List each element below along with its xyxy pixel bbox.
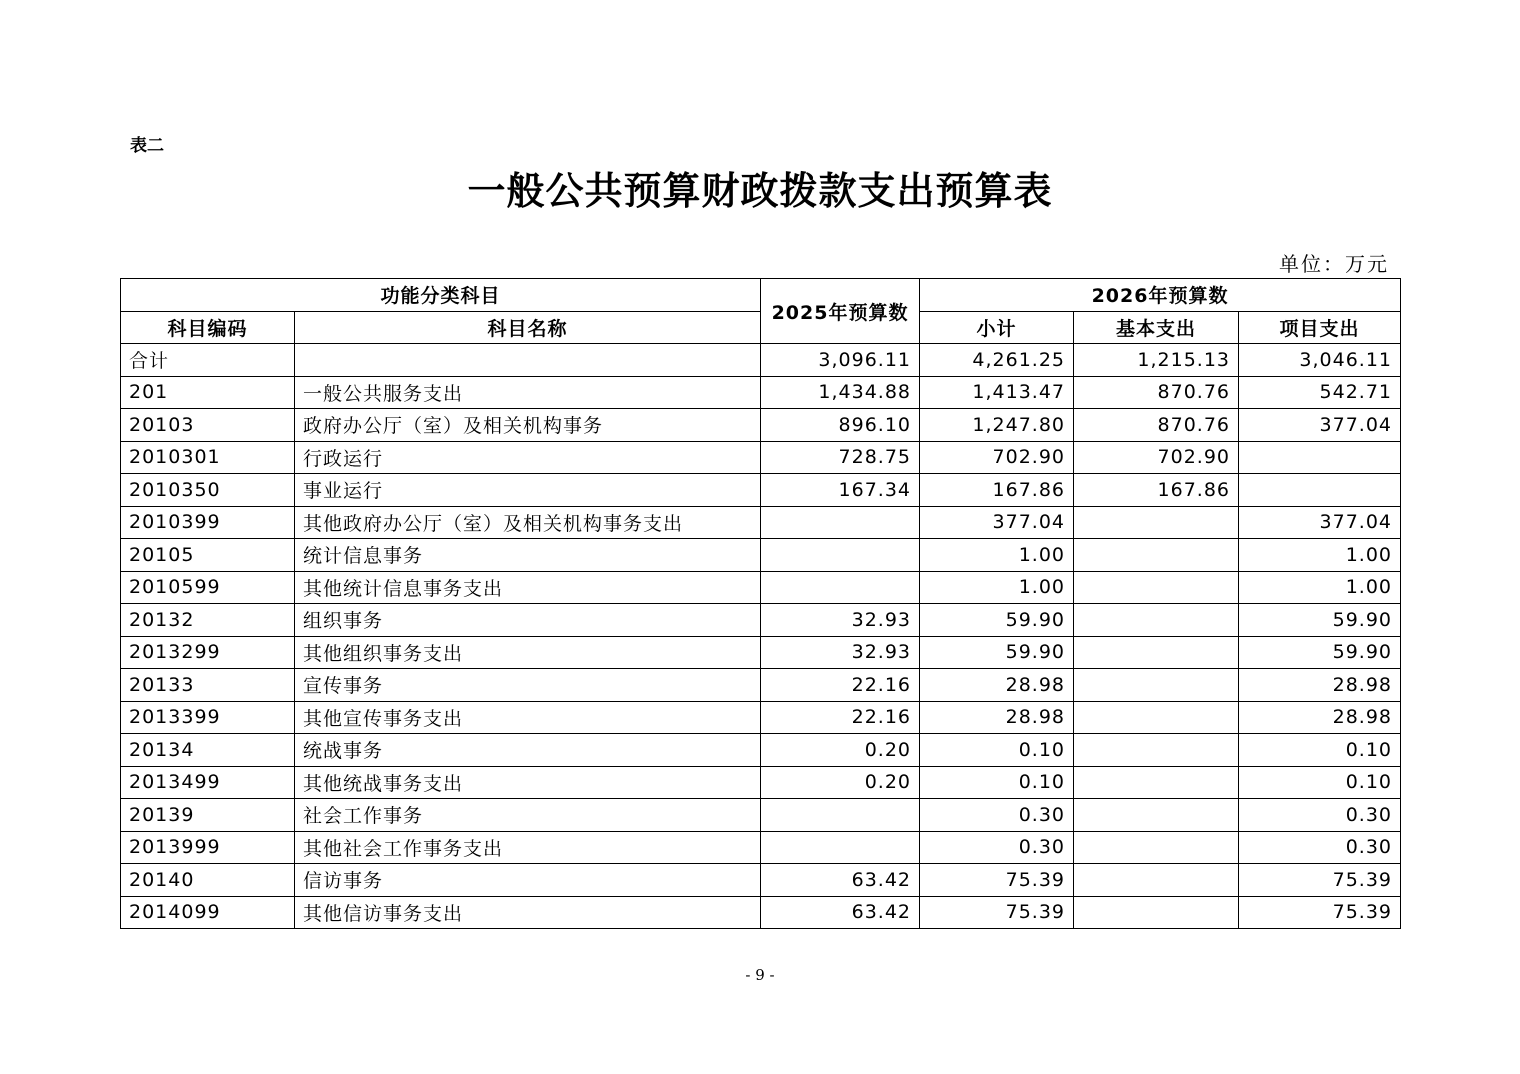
subject-name-cell: 宣传事务: [295, 669, 761, 702]
basic-2026-cell: [1074, 604, 1239, 637]
table-row: [121, 766, 1401, 799]
subject-name-cell: 统战事务: [295, 734, 761, 767]
subject-code-cell: 20105: [121, 539, 295, 572]
project-2026-cell: 1.00: [1239, 571, 1401, 604]
project-2026-cell: 0.10: [1239, 734, 1401, 767]
header-subject-code: 科目编码: [121, 311, 295, 344]
table-row: [121, 669, 1401, 702]
subject-code-cell: 2010301: [121, 441, 295, 474]
subtotal-2026-cell: 1,413.47: [920, 376, 1074, 409]
subject-code-cell: 20132: [121, 604, 295, 637]
table-row: [121, 831, 1401, 864]
project-2026-cell: 3,046.11: [1239, 344, 1401, 377]
subject-name-cell: 政府办公厅（室）及相关机构事务: [295, 409, 761, 442]
subject-code-cell: 2013299: [121, 636, 295, 669]
header-row-1: [121, 279, 1401, 312]
subtotal-2026-cell: 0.30: [920, 799, 1074, 832]
project-2026-cell: 377.04: [1239, 506, 1401, 539]
subject-name-cell: 其他统计信息事务支出: [295, 571, 761, 604]
project-2026-cell: 542.71: [1239, 376, 1401, 409]
basic-2026-cell: [1074, 766, 1239, 799]
table-body: [121, 344, 1401, 929]
subject-name-cell: 其他组织事务支出: [295, 636, 761, 669]
subtotal-2026-cell: 59.90: [920, 636, 1074, 669]
budget-2025-cell: 167.34: [761, 474, 920, 507]
basic-2026-cell: [1074, 571, 1239, 604]
project-2026-cell: 28.98: [1239, 701, 1401, 734]
subject-code-cell: 合计: [121, 344, 295, 377]
table-row: [121, 474, 1401, 507]
page-number: - 9 -: [745, 966, 775, 984]
subtotal-2026-cell: 0.10: [920, 766, 1074, 799]
budget-2025-cell: [761, 799, 920, 832]
table-row: [121, 896, 1401, 929]
subject-code-cell: 2010350: [121, 474, 295, 507]
project-2026-cell: [1239, 474, 1401, 507]
subject-name-cell: 行政运行: [295, 441, 761, 474]
subtotal-2026-cell: 377.04: [920, 506, 1074, 539]
table-row: [121, 604, 1401, 637]
header-functional-category: 功能分类科目: [121, 279, 761, 312]
project-2026-cell: 0.10: [1239, 766, 1401, 799]
header-2026-budget: 2026年预算数: [920, 279, 1401, 312]
subject-code-cell: 20103: [121, 409, 295, 442]
budget-2025-cell: [761, 539, 920, 572]
subtotal-2026-cell: 28.98: [920, 701, 1074, 734]
subtotal-2026-cell: 4,261.25: [920, 344, 1074, 377]
table-row: [121, 344, 1401, 377]
subtotal-2026-cell: 167.86: [920, 474, 1074, 507]
subtotal-2026-cell: 0.10: [920, 734, 1074, 767]
subject-name-cell: 其他社会工作事务支出: [295, 831, 761, 864]
basic-2026-cell: [1074, 864, 1239, 897]
table-row: [121, 409, 1401, 442]
budget-2025-cell: [761, 506, 920, 539]
header-row-2: [121, 311, 1401, 344]
basic-2026-cell: [1074, 669, 1239, 702]
header-2025-budget: 2025年预算数: [761, 279, 920, 344]
budget-2025-cell: [761, 571, 920, 604]
table-row: [121, 571, 1401, 604]
subject-code-cell: 2014099: [121, 896, 295, 929]
basic-2026-cell: [1074, 896, 1239, 929]
page-title: 一般公共预算财政拨款支出预算表: [467, 168, 1053, 213]
basic-2026-cell: [1074, 506, 1239, 539]
subject-code-cell: 20139: [121, 799, 295, 832]
project-2026-cell: 377.04: [1239, 409, 1401, 442]
subject-code-cell: 20134: [121, 734, 295, 767]
subtotal-2026-cell: 28.98: [920, 669, 1074, 702]
budget-table: [120, 278, 1401, 929]
project-2026-cell: 28.98: [1239, 669, 1401, 702]
basic-2026-cell: 870.76: [1074, 409, 1239, 442]
header-subtotal: 小计: [920, 311, 1074, 344]
table-row: [121, 441, 1401, 474]
project-2026-cell: 59.90: [1239, 636, 1401, 669]
budget-2025-cell: 32.93: [761, 604, 920, 637]
project-2026-cell: 0.30: [1239, 831, 1401, 864]
subject-name-cell: 统计信息事务: [295, 539, 761, 572]
table-row: [121, 539, 1401, 572]
budget-2025-cell: 1,434.88: [761, 376, 920, 409]
basic-2026-cell: [1074, 539, 1239, 572]
subject-name-cell: 事业运行: [295, 474, 761, 507]
subject-code-cell: 2013999: [121, 831, 295, 864]
subject-name-cell: 一般公共服务支出: [295, 376, 761, 409]
table-row: [121, 376, 1401, 409]
subject-code-cell: 2010599: [121, 571, 295, 604]
project-2026-cell: 59.90: [1239, 604, 1401, 637]
basic-2026-cell: [1074, 831, 1239, 864]
project-2026-cell: 1.00: [1239, 539, 1401, 572]
budget-2025-cell: 63.42: [761, 896, 920, 929]
basic-2026-cell: [1074, 636, 1239, 669]
table-row: [121, 864, 1401, 897]
budget-2025-cell: 22.16: [761, 701, 920, 734]
table-header: [121, 279, 1401, 344]
table-row: [121, 636, 1401, 669]
basic-2026-cell: 702.90: [1074, 441, 1239, 474]
subtotal-2026-cell: 1,247.80: [920, 409, 1074, 442]
budget-2025-cell: 32.93: [761, 636, 920, 669]
basic-2026-cell: [1074, 701, 1239, 734]
subtotal-2026-cell: 1.00: [920, 539, 1074, 572]
budget-2025-cell: 22.16: [761, 669, 920, 702]
unit-label: 单位：万元: [1279, 252, 1389, 276]
project-2026-cell: 0.30: [1239, 799, 1401, 832]
budget-2025-cell: 63.42: [761, 864, 920, 897]
basic-2026-cell: 167.86: [1074, 474, 1239, 507]
budget-2025-cell: 0.20: [761, 734, 920, 767]
budget-2025-cell: 0.20: [761, 766, 920, 799]
basic-2026-cell: 1,215.13: [1074, 344, 1239, 377]
subject-name-cell: 组织事务: [295, 604, 761, 637]
budget-2025-cell: 896.10: [761, 409, 920, 442]
table-row: [121, 701, 1401, 734]
subject-code-cell: 2013399: [121, 701, 295, 734]
subject-name-cell: 其他统战事务支出: [295, 766, 761, 799]
basic-2026-cell: [1074, 799, 1239, 832]
table-label: 表二: [130, 136, 164, 156]
subject-code-cell: 2013499: [121, 766, 295, 799]
subject-name-cell: [295, 344, 761, 377]
subject-name-cell: 信访事务: [295, 864, 761, 897]
subtotal-2026-cell: 0.30: [920, 831, 1074, 864]
subtotal-2026-cell: 702.90: [920, 441, 1074, 474]
subtotal-2026-cell: 59.90: [920, 604, 1074, 637]
subject-name-cell: 其他宣传事务支出: [295, 701, 761, 734]
subject-code-cell: 201: [121, 376, 295, 409]
project-2026-cell: 75.39: [1239, 896, 1401, 929]
budget-2025-cell: 3,096.11: [761, 344, 920, 377]
subject-name-cell: 社会工作事务: [295, 799, 761, 832]
subtotal-2026-cell: 1.00: [920, 571, 1074, 604]
table-row: [121, 506, 1401, 539]
project-2026-cell: 75.39: [1239, 864, 1401, 897]
header-project-expenditure: 项目支出: [1239, 311, 1401, 344]
subject-code-cell: 20140: [121, 864, 295, 897]
budget-2025-cell: 728.75: [761, 441, 920, 474]
subject-name-cell: 其他信访事务支出: [295, 896, 761, 929]
subtotal-2026-cell: 75.39: [920, 896, 1074, 929]
basic-2026-cell: [1074, 734, 1239, 767]
table-row: [121, 734, 1401, 767]
basic-2026-cell: 870.76: [1074, 376, 1239, 409]
subject-name-cell: 其他政府办公厅（室）及相关机构事务支出: [295, 506, 761, 539]
table-row: [121, 799, 1401, 832]
subtotal-2026-cell: 75.39: [920, 864, 1074, 897]
header-basic-expenditure: 基本支出: [1074, 311, 1239, 344]
subject-code-cell: 2010399: [121, 506, 295, 539]
project-2026-cell: [1239, 441, 1401, 474]
subject-code-cell: 20133: [121, 669, 295, 702]
budget-2025-cell: [761, 831, 920, 864]
header-subject-name: 科目名称: [295, 311, 761, 344]
